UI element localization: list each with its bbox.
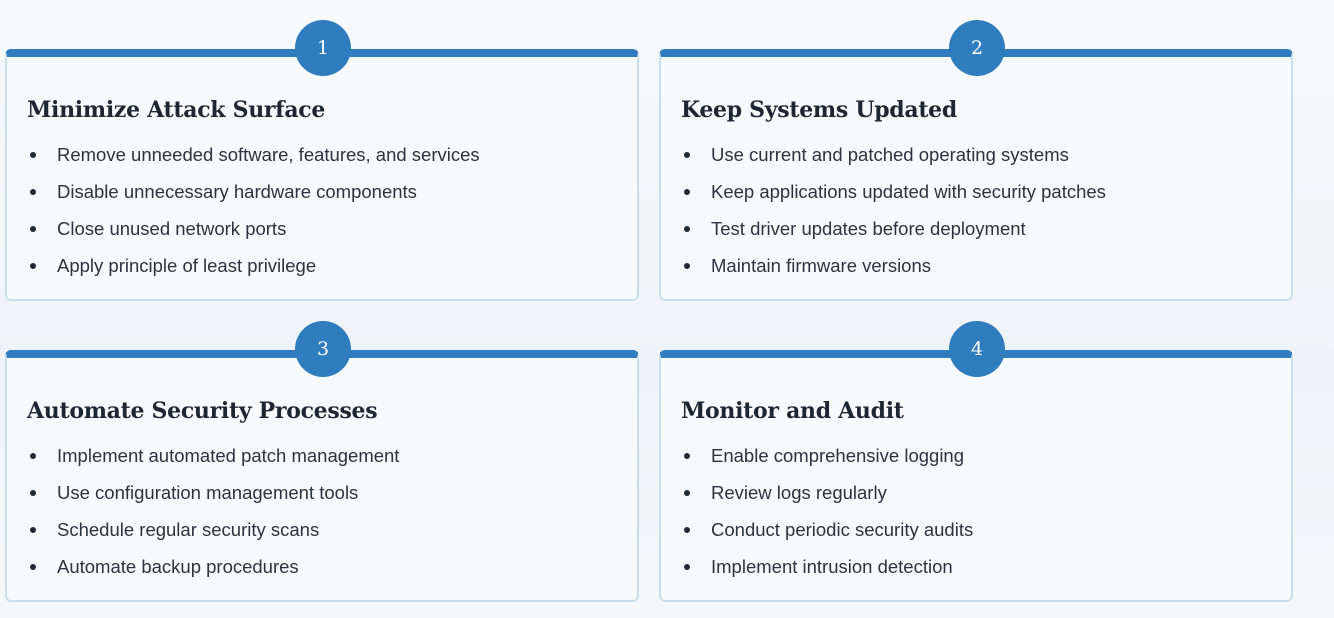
- bullet-icon: [30, 152, 36, 158]
- list-item: [681, 445, 973, 482]
- card-title: Keep Systems Updated: [681, 97, 957, 123]
- list-item: [27, 519, 399, 556]
- card-minimize-attack-surface: [5, 37, 639, 301]
- list-item: [27, 482, 399, 519]
- bullet-icon: [30, 527, 36, 533]
- bullet-icon: [684, 226, 690, 232]
- list-item: [681, 218, 1106, 255]
- list-item-text: Enable comprehensive logging: [711, 445, 965, 466]
- list-item: [681, 181, 1106, 218]
- bullet-icon: [30, 226, 36, 232]
- list-item: [27, 445, 399, 482]
- list-item-text: Use configuration management tools: [57, 482, 359, 503]
- list-item-text: Schedule regular security scans: [57, 519, 320, 540]
- list-item: [27, 144, 480, 181]
- card-title: Automate Security Processes: [27, 398, 378, 424]
- card-item-list: [681, 445, 973, 593]
- card-automate-security-processes: [5, 338, 639, 602]
- list-item: [681, 255, 1106, 292]
- list-item: [27, 181, 480, 218]
- list-item: [681, 144, 1106, 181]
- list-item: [27, 255, 480, 292]
- bullet-icon: [684, 189, 690, 195]
- card-item-list: [681, 144, 1106, 292]
- list-item-text: Remove unneeded software, features, and services: [57, 144, 480, 165]
- step-number-badge: 2: [949, 20, 1005, 76]
- bullet-icon: [684, 263, 690, 269]
- bullet-icon: [30, 564, 36, 570]
- list-item-text: Test driver updates before deployment: [711, 218, 1026, 239]
- bullet-icon: [684, 152, 690, 158]
- bullet-icon: [684, 453, 690, 459]
- list-item-text: Review logs regularly: [711, 482, 887, 503]
- bullet-icon: [30, 453, 36, 459]
- list-item: [27, 218, 480, 255]
- card-keep-systems-updated: [659, 37, 1293, 301]
- bullet-icon: [684, 490, 690, 496]
- list-item: [681, 482, 973, 519]
- list-item: [681, 519, 973, 556]
- list-item-text: Implement intrusion detection: [711, 556, 953, 577]
- bullet-icon: [30, 263, 36, 269]
- step-number-badge: 3: [295, 321, 351, 377]
- card-title: Monitor and Audit: [681, 398, 904, 424]
- list-item-text: Keep applications updated with security patches: [711, 181, 1106, 202]
- bullet-icon: [30, 490, 36, 496]
- list-item-text: Close unused network ports: [57, 218, 287, 239]
- bullet-icon: [684, 527, 690, 533]
- list-item: [681, 556, 973, 593]
- list-item-text: Conduct periodic security audits: [711, 519, 974, 540]
- list-item-text: Disable unnecessary hardware components: [57, 181, 417, 202]
- list-item-text: Apply principle of least privilege: [57, 255, 317, 276]
- step-number-badge: 1: [295, 20, 351, 76]
- list-item-text: Implement automated patch management: [57, 445, 400, 466]
- card-item-list: [27, 144, 480, 292]
- card-monitor-and-audit: [659, 338, 1293, 602]
- list-item: [27, 556, 399, 593]
- bullet-icon: [30, 189, 36, 195]
- bullet-icon: [684, 564, 690, 570]
- step-number-badge: 4: [949, 321, 1005, 377]
- list-item-text: Use current and patched operating systems: [711, 144, 1069, 165]
- card-title: Minimize Attack Surface: [27, 97, 326, 123]
- list-item-text: Automate backup procedures: [57, 556, 299, 577]
- card-item-list: [27, 445, 399, 593]
- list-item-text: Maintain firmware versions: [711, 255, 932, 276]
